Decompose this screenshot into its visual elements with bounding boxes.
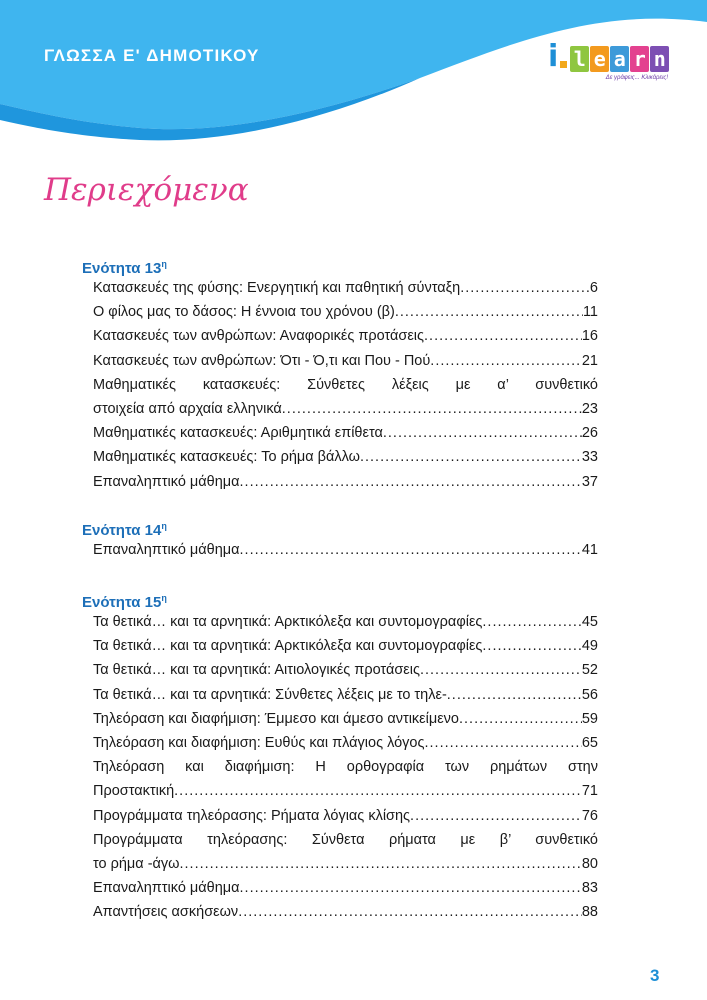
toc-entry[interactable] <box>82 634 598 658</box>
dot-leader <box>460 276 590 300</box>
toc-page-number: 37 <box>581 473 598 490</box>
toc-entry[interactable] <box>82 349 598 373</box>
logo-i-letter: i <box>548 39 559 74</box>
dot-leader <box>395 300 583 324</box>
toc-entry[interactable] <box>82 707 598 731</box>
toc-page-number: 49 <box>581 638 598 655</box>
toc-section <box>82 586 598 924</box>
toc-entry-text: Τηλεόραση και διαφήμιση: Έμμεσο και άμεσο αντικείμενο <box>93 710 459 727</box>
toc-entry-text: Προγράμματα τηλεόρασης: Σύνθετα ρήματα με β’ συνθετικό <box>93 831 598 848</box>
toc-entry-text-continued: το ρήμα -άγω <box>93 855 180 872</box>
dot-leader <box>447 683 582 707</box>
toc-entry-text: Ο φίλος μας το δάσος: Η έννοια του χρόνου (β) <box>93 304 395 321</box>
logo-tile-e: e <box>590 46 609 72</box>
dot-leader <box>238 900 582 924</box>
dot-leader <box>420 658 582 682</box>
toc-page-number: 6 <box>589 280 598 296</box>
toc-page-number: 52 <box>581 662 598 679</box>
toc-entry[interactable] <box>82 900 598 924</box>
toc-page-number: 76 <box>581 807 598 824</box>
toc-entry-text: Μαθηματικές κατασκευές: Σύνθετες λέξεις με α’ συνθετικό <box>93 376 598 393</box>
toc-page-number: 59 <box>581 710 598 727</box>
dot-leader <box>425 731 582 755</box>
dot-leader <box>482 610 581 634</box>
toc-entry-text: Επαναληπτικό μάθημα <box>93 880 240 897</box>
toc-entry[interactable] <box>82 421 598 445</box>
toc-page-number: 80 <box>581 855 598 872</box>
logo-tile-l: l <box>570 46 589 72</box>
toc-entry-text: Τα θετικά… και τα αρνητικά: Αιτιολογικές προτάσεις <box>93 662 420 679</box>
toc-entry[interactable] <box>82 755 598 803</box>
toc-entry-text: Τηλεόραση και διαφήμιση: Η ορθογραφία των ρημάτων στην <box>93 759 598 776</box>
toc-page-number: 33 <box>581 449 598 466</box>
toc-entry-text: Επαναληπτικό μάθημα <box>93 473 240 490</box>
dot-leader <box>282 397 582 421</box>
toc-entry-text: Τα θετικά… και τα αρνητικά: Σύνθετες λέξεις με το τηλε- <box>93 686 447 703</box>
toc-entry[interactable] <box>82 445 598 469</box>
toc-entry[interactable] <box>82 804 598 828</box>
dot-leader <box>430 349 582 373</box>
toc-entry-text: Μαθηματικές κατασκευές: Το ρήμα βάλλω <box>93 449 360 466</box>
toc-entry[interactable] <box>82 324 598 348</box>
toc-page-number: 21 <box>581 352 598 369</box>
toc-entry[interactable] <box>82 470 598 494</box>
ilearn-logo <box>548 38 672 88</box>
toc-entry-text: Επαναληπτικό μάθημα <box>93 542 240 558</box>
toc-page-number: 65 <box>581 734 598 751</box>
dot-leader <box>424 324 582 348</box>
toc-entry[interactable] <box>82 828 598 876</box>
toc-entry[interactable] <box>82 276 598 300</box>
toc-title: Περιεχόμενα <box>44 172 249 208</box>
toc-page-number: 23 <box>581 400 598 417</box>
logo-tagline: Δε γράφεις... Κλικάρεις! <box>605 75 668 81</box>
book-title: ΓΛΩΣΣΑ Ε' ΔΗΜΟΤΙΚΟΥ <box>44 46 260 65</box>
toc-entry-text: Τα θετικά… και τα αρνητικά: Αρκτικόλεξα και συντομογραφίες <box>93 614 483 630</box>
toc-entry-text: Κατασκευές της φύσης: Ενεργητική και παθητική σύνταξη <box>93 280 461 296</box>
logo-tile-r: r <box>630 46 649 72</box>
dot-leader <box>410 804 582 828</box>
toc-entry-text: Τηλεόραση και διαφήμιση: Ευθύς και πλάγιος λόγος <box>93 734 425 751</box>
logo-tile-n: n <box>650 46 669 72</box>
dot-leader <box>179 852 581 876</box>
dot-leader <box>240 538 582 562</box>
section-title: Ενότητα $14^\eta$ <box>82 521 167 539</box>
toc-page-number: 45 <box>581 614 598 630</box>
toc-entry[interactable] <box>82 731 598 755</box>
toc-entry[interactable] <box>82 538 598 562</box>
dot-leader <box>360 445 582 469</box>
dot-leader <box>240 876 582 900</box>
toc-entry[interactable] <box>82 683 598 707</box>
toc-page-number: 56 <box>581 686 598 703</box>
toc-entry-text-continued: στοιχεία από αρχαία ελληνικά <box>93 400 282 417</box>
dot-leader <box>383 421 582 445</box>
logo-tile-a: a <box>610 46 629 72</box>
toc-entry[interactable] <box>82 300 598 324</box>
dot-leader <box>240 470 582 494</box>
toc-page-number: 71 <box>581 783 598 800</box>
page-number: 3 <box>650 966 660 985</box>
toc-page-number: 83 <box>581 880 598 897</box>
toc-entry[interactable] <box>82 658 598 682</box>
toc-entry[interactable] <box>82 876 598 900</box>
toc-page-number: 41 <box>581 542 598 558</box>
toc-entry-text: Μαθηματικές κατασκευές: Αριθμητικά επίθετα <box>93 425 383 442</box>
dot-leader <box>482 634 581 658</box>
dot-leader <box>459 707 582 731</box>
toc-page-number: 16 <box>581 328 598 345</box>
dot-leader <box>174 779 582 803</box>
toc-section <box>82 252 598 494</box>
section-title: Ενότητα $13^\eta$ <box>82 259 167 277</box>
logo-dot <box>560 61 567 68</box>
toc-page-number: 11 <box>582 304 598 321</box>
toc-page-number: 88 <box>581 904 598 921</box>
toc-entry-text-continued: Προστακτική <box>93 783 175 800</box>
toc-entry[interactable] <box>82 373 598 421</box>
toc-entry-text: Κατασκευές των ανθρώπων: Αναφορικές προτάσεις <box>93 328 425 345</box>
toc-entry-text: Απαντήσεις ασκήσεων <box>93 904 239 921</box>
toc-page-number: 26 <box>581 425 598 442</box>
toc-section <box>82 514 598 562</box>
toc-entry-text: Κατασκευές των ανθρώπων: Ότι - Ό,τι και Που - Πού <box>93 352 431 369</box>
section-title: Ενότητα $15^\eta$ <box>82 593 167 611</box>
page-header <box>0 0 707 150</box>
toc-entry-text: Τα θετικά… και τα αρνητικά: Αρκτικόλεξα και συντομογραφίες <box>93 638 483 655</box>
toc-entry-text: Προγράμματα τηλεόρασης: Ρήματα λόγιας κλίσης <box>93 807 411 824</box>
toc-entry[interactable] <box>82 610 598 634</box>
